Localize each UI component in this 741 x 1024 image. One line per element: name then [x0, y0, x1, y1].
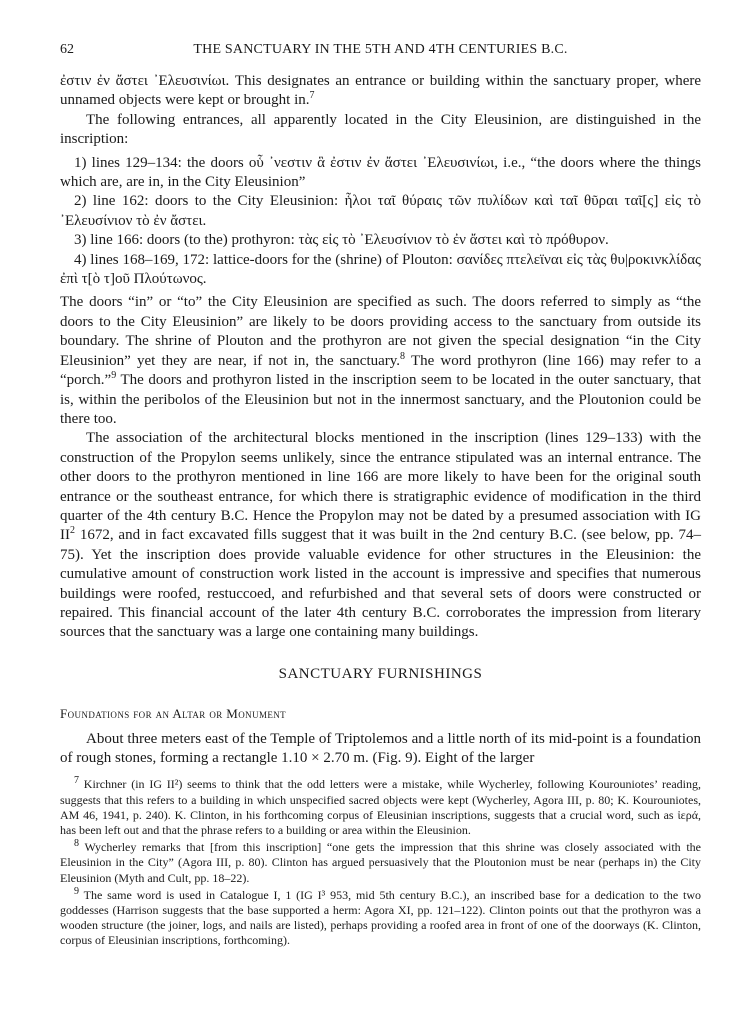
footnotes [60, 777, 701, 948]
paragraph-4 [60, 429, 701, 642]
paragraph-3 [60, 293, 701, 429]
list-item-4: 4) lines 168–169, 172: lattice-doors for the (shrine) of Plouton: σανίδες πτελεϊναι εἰς τὰς θυ|ροκινκλίδας ἐπὶ τ[ὸ τ]οῦ Πλούτωνος. [60, 251, 701, 288]
footnote-text: The same word is used in Catalogue I, 1 (IG I³ 953, mid 5th century B.C.), an inscribed base for a dedication to the two goddesses (Harrison suggests that the base supported a herm: Agora XI, pp. 121–122). Clinton points out that the prothyron was a wooden structure (the joiner, logs, and nails are listed), perhaps providing a roofed area in front of one of the doorways (K. Clinton, corpus of Eleusinian inscriptions, forthcoming). [60, 887, 701, 948]
superscript-2: 2 [70, 525, 75, 537]
footnote-ref-8[interactable]: 8 [400, 350, 406, 362]
entrances-list [60, 154, 701, 290]
paragraph-5: About three meters east of the Temple of Triptolemos and a little north of its mid-point is a foundation of rough stones, forming a rectangle 1.10 × 2.70 m. (Fig. 9). Eight of the larger [60, 730, 701, 766]
page [60, 40, 701, 951]
footnote-text: Wycherley remarks that [from this inscription] “one gets the impression that this shrine was closely associated with the Eleusinion in the City” (Agora III, p. 80). Clinton has argued persuasively that the Ploutonion must be near (perhaps in) the City Eleusinion (Myth and Cult, pp. 18–22). [60, 840, 701, 885]
footnote-ref-9[interactable]: 9 [111, 370, 117, 382]
paragraph-4b: 1672, and in fact excavated fills suggest that it was built in the 2nd century B.C. (see below, pp. 74–75). Yet the inscription does provide valuable evidence for other structures in the Eleusinion: the cumulative amount of construction work listed in the account is impressive and specifies that numerous buildings were roofed, restuccoed, and refurbished and that several sets of doors were constructed or repaired. This financial account of the later 4th century B.C. corroborates the impression from literary sources that the sanctuary was a large one containing many buildings. [60, 527, 701, 641]
footnote-number: 8 [74, 838, 79, 850]
footnote-text: Kirchner (in IG II²) seems to think that the odd letters were a mistake, while Wycherley, following Kourouniotes’ reading, suggests that this refers to a building in which unspecified sacred objects were kept (Wycherley, Agora III, p. 80; K. Kourouniotes, AM 46, 1941, p. 240). K. Clinton, in his forthcoming corpus of Eleusinian inscriptions, suggests that a crucial word, such as ἱερά, has been left out and that the phrase refers to a building or area within the Eleusinion. [60, 777, 701, 838]
paragraph-3b: The word prothyron (line 166) may refer to a “porch.” [60, 352, 702, 389]
paragraph-1 [60, 72, 701, 111]
footnote-number: 9 [74, 885, 79, 897]
footnote-ref-7[interactable]: 7 [309, 90, 315, 102]
list-item-3: 3) line 166: doors (to the) prothyron: τὰς εἰς τὸ ᾿Ελευσίνιον τὸ ἐν ἄστει καὶ τὸ πρόθυρον. [74, 232, 609, 249]
paragraph-4a: The association of the architectural blocks mentioned in the inscription (lines 129–133) with the construction of the Propylon seems unlikely, since the entrance stipulated was an internal entrance. The other doors to the prothyron mentioned in line 166 are more likely to have been for the original south entrance or the southeast entrance, for which there is stratigraphic evidence of modification in the third quarter of the 4th century B.C. Hence the Propylon may not be dated by a presumed association with IG II [60, 430, 701, 544]
list-item-2: 2) line 162: doors to the City Eleusinion: ἧλοι ταῖ θύραις τῶν πυλίδων καὶ ταῖ θῦραι ταῖ[ς] εἰς τὸ ᾿Ελευσίνιον τὸ ἐν ἄστει. [60, 193, 701, 229]
sub-heading: Foundations for an Altar or Monument [60, 706, 287, 722]
list-item-1: 1) lines 129–134: the doors οὗ ᾿νεστιν ἃ ἐστιν ἐν ἄστει ᾿Ελευσινίωι, i.e., “the doors where the things which are, are in, in the City Eleusinion” [60, 154, 701, 191]
paragraph-2: The following entrances, all apparently located in the City Eleusinion, are distinguished in the inscription: [60, 111, 701, 148]
section-heading: SANCTUARY FURNISHINGS [278, 665, 483, 682]
paragraph-3c: The doors and prothyron listed in the inscription seem to be located in the outer sanctuary, that is, within the peribolos of the Eleusinion but not in the innermost sanctuary, and the Ploutonion could be there too. [60, 372, 701, 427]
paragraph-1-text: ἐστιν ἐν ἄστει ᾿Ελευσινίωι. This designates an entrance or building within the sanctuary proper, where unnamed objects were kept or brought in. [60, 73, 701, 109]
footnote-number: 7 [74, 775, 79, 787]
page-number: 62 [60, 42, 74, 57]
footnote-8 [60, 840, 701, 886]
running-title: THE SANCTUARY IN THE 5TH AND 4TH CENTURIES B.C. [193, 42, 568, 57]
paragraph-3a: The doors “in” or “to” the City Eleusinion are specified as such. The doors referred to simply as “the doors to the City Eleusinion” are likely to be doors providing access to the sanctuary from outside its boundary. The shrine of Plouton and the prothyron are not given the special designation “in the City Eleusinion” yet they are near, if not in, the sanctuary. [60, 294, 701, 369]
footnote-9 [60, 885, 701, 949]
running-head [60, 40, 701, 62]
footnote-7 [60, 777, 701, 838]
